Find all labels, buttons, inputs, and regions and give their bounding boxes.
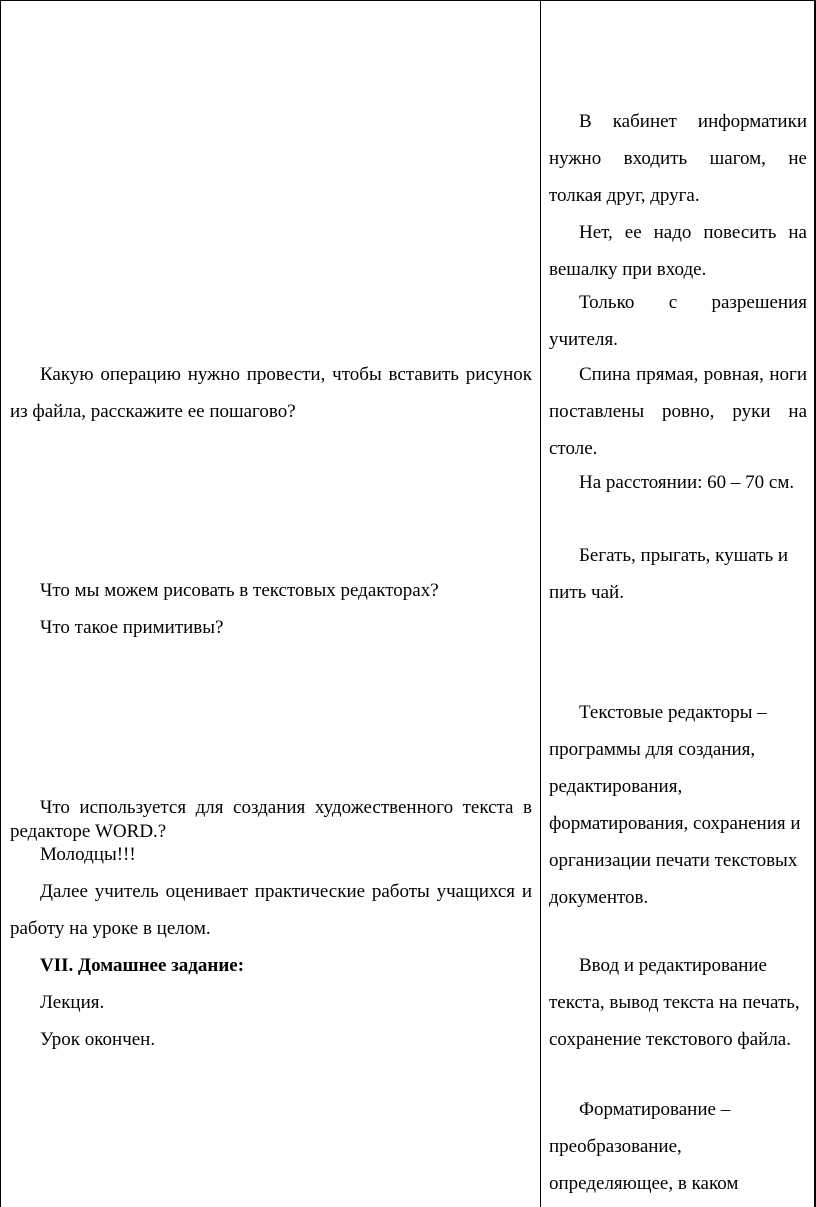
answer-input-editing: Ввод и редактирование текста, вывод текста на печать, сохранение текстового файла. <box>549 955 800 1050</box>
answer-posture: Спина прямая, ровная, ноги поставлены ровно, руки на столе. <box>549 364 807 459</box>
right-column <box>541 0 814 1207</box>
praise-text: Молодцы!!! <box>40 844 136 865</box>
teacher-evaluation: Далее учитель оценивает практические работы учащихся и работу на уроке в целом. <box>10 881 532 939</box>
question-insert-picture: Какую операцию нужно провести, чтобы вставить рисунок из файла, расскажите ее пошагово? <box>10 364 532 422</box>
answer-hang-clothes: Нет, ее надо повесить на вешалку при входе. <box>549 222 807 280</box>
question-draw: Что мы можем рисовать в текстовых редакторах? <box>40 580 439 601</box>
answer-enter-classroom: В кабинет информатики нужно входить шагом, не толкая друг, друга. <box>549 111 807 206</box>
question-primitives: Что такое примитивы? <box>40 617 224 638</box>
homework-heading: VII. Домашнее задание: <box>40 955 245 976</box>
answer-text-editors: Текстовые редакторы – программы для создания, редактирования, форматирования, сохранения и организации печати текстовых документов. <box>549 702 801 908</box>
answer-forbidden: Бегать, прыгать, кушать и пить чай. <box>549 545 789 603</box>
answer-distance: На расстоянии: 60 – 70 см. <box>579 472 795 493</box>
answer-formatting: Форматирование – преобразование, определяющее, в каком <box>549 1099 739 1194</box>
homework-text: Лекция. <box>40 992 105 1013</box>
answer-permission: Только с разрешения учителя. <box>549 292 807 350</box>
lesson-end-text: Урок окончен. <box>40 1029 156 1050</box>
question-art-text: Что используется для создания художественного текста в редакторе WORD.? <box>10 797 532 842</box>
